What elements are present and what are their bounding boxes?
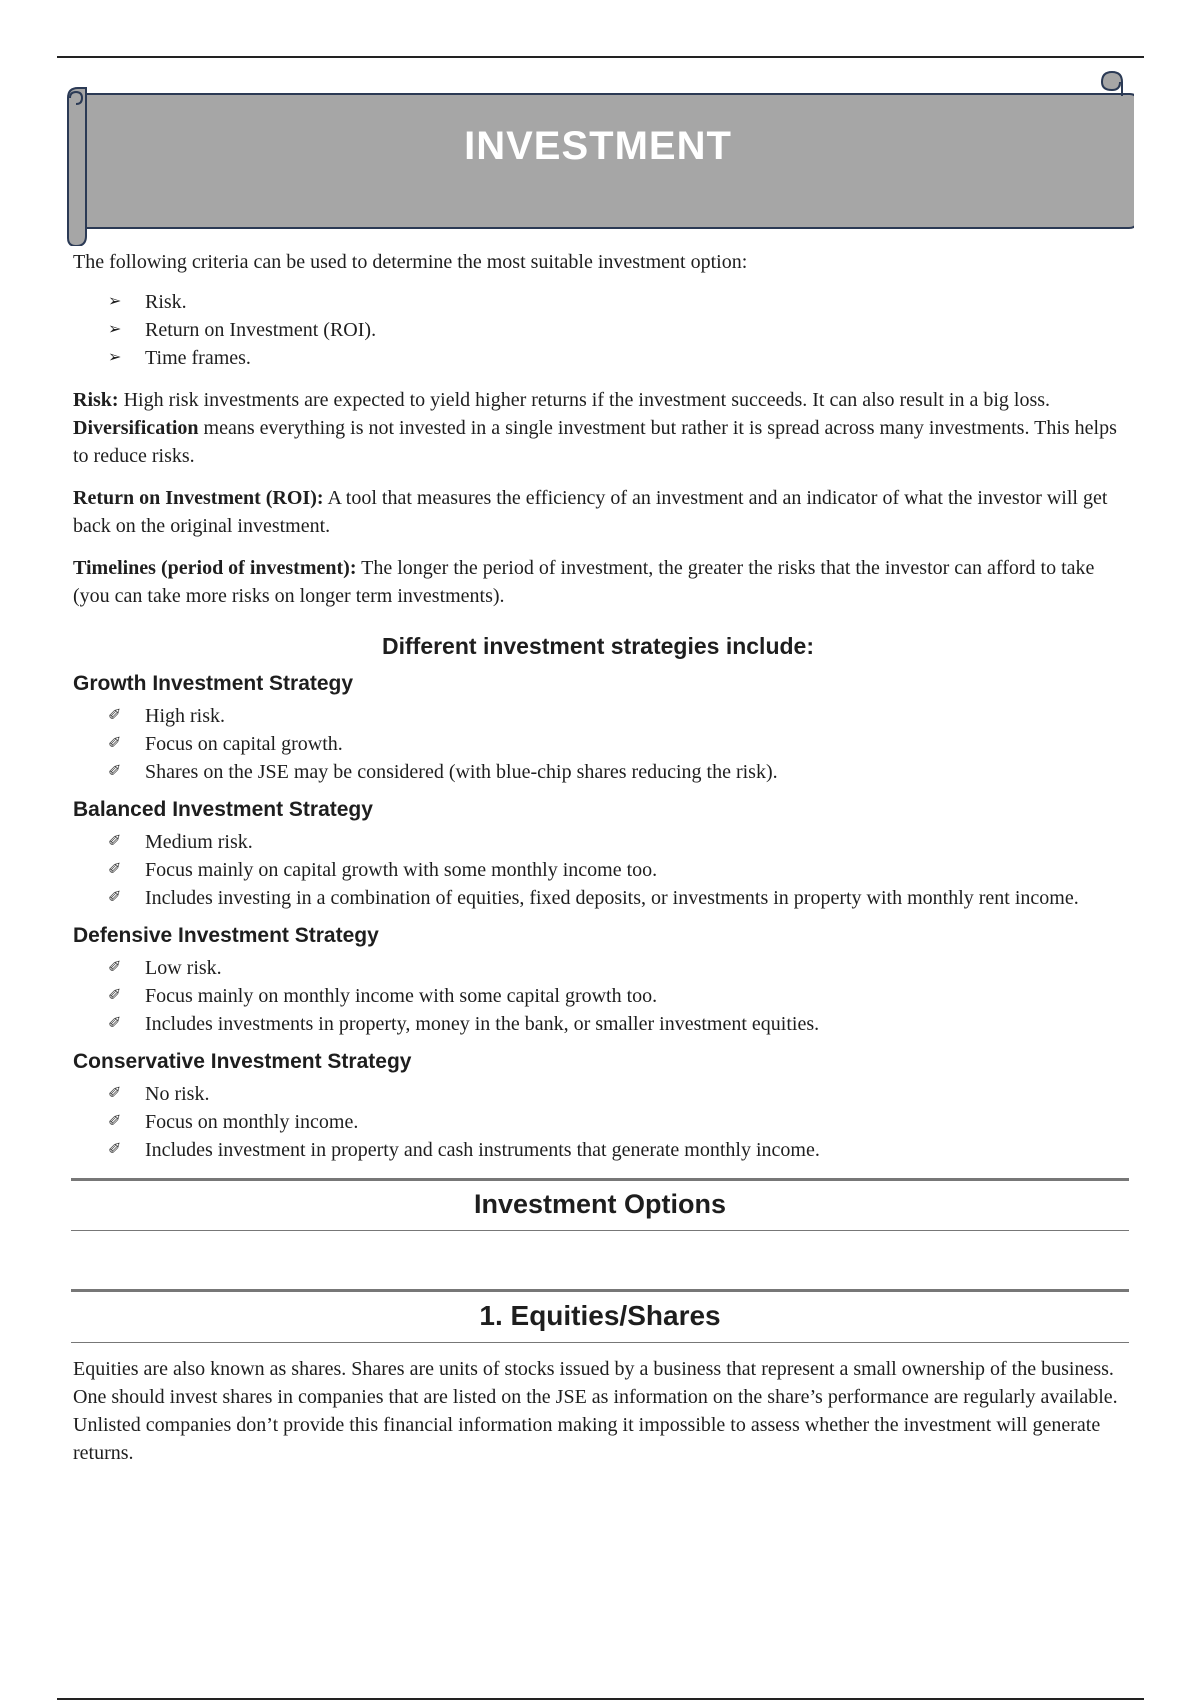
timelines-paragraph: Timelines (period of investment): The longer the period of investment, the greater the risks that the investor can afford to take (you can take more risks on longer term investments). bbox=[73, 557, 1095, 607]
risk-paragraph: Risk: High risk investments are expected to yield higher returns if the investment succeeds. It can also result in a big loss. Diversification means everything is not invested in a single investment but rather it is spread across many investments. This helps to reduce risks. bbox=[73, 389, 1117, 467]
strategy-list bbox=[73, 702, 1123, 786]
list-item: ✐ High risk. bbox=[108, 702, 1123, 730]
pen-bullet-icon: ✐ bbox=[108, 1113, 122, 1130]
pen-bullet-icon: ✐ bbox=[108, 1085, 122, 1102]
strategy-title: Balanced Investment Strategy bbox=[73, 798, 373, 821]
pen-bullet-icon: ✐ bbox=[108, 861, 122, 878]
pen-bullet-icon: ✐ bbox=[108, 833, 122, 850]
page-title: INVESTMENT bbox=[464, 124, 732, 168]
list-item: ✐ Includes investments in property, money in the bank, or smaller investment equities. bbox=[108, 1010, 1123, 1038]
list-item: ✐ Medium risk. bbox=[108, 828, 1123, 856]
pen-bullet-icon: ✐ bbox=[108, 707, 122, 724]
pen-bullet-icon: ✐ bbox=[108, 763, 122, 780]
criteria-list bbox=[73, 288, 1123, 372]
list-item: ➢ Return on Investment (ROI). bbox=[108, 316, 1123, 344]
strategy-title: Defensive Investment Strategy bbox=[73, 924, 379, 947]
section-heading-investment-options: Investment Options bbox=[71, 1178, 1129, 1231]
strategy-title: Conservative Investment Strategy bbox=[73, 1050, 412, 1073]
list-item: ✐ Focus mainly on monthly income with some capital growth too. bbox=[108, 982, 1123, 1010]
strategy-list bbox=[73, 828, 1123, 912]
pen-bullet-icon: ✐ bbox=[108, 1141, 122, 1158]
top-rule bbox=[57, 56, 1144, 58]
list-item: ✐ Focus mainly on capital growth with some monthly income too. bbox=[108, 856, 1123, 884]
arrow-bullet-icon: ➢ bbox=[108, 293, 122, 310]
pen-bullet-icon: ✐ bbox=[108, 889, 122, 906]
pen-bullet-icon: ✐ bbox=[108, 735, 122, 752]
strategy-title: Growth Investment Strategy bbox=[73, 672, 354, 695]
intro-text: The following criteria can be used to determine the most suitable investment option: bbox=[73, 251, 748, 273]
strategy-list bbox=[73, 954, 1123, 1038]
arrow-bullet-icon: ➢ bbox=[108, 349, 122, 366]
arrow-bullet-icon: ➢ bbox=[108, 321, 122, 338]
document-body bbox=[73, 248, 1123, 1467]
equities-paragraph: Equities are also known as shares. Shares are units of stocks issued by a business that represent a small ownership of the business. One should invest shares in companies that are listed on the JSE as information on the share’s performance are regularly available. Unlisted companies don’t provide this financial information making it impossible to assess whether the investment will generate returns. bbox=[73, 1358, 1118, 1464]
list-item: ✐ Focus on capital growth. bbox=[108, 730, 1123, 758]
pen-bullet-icon: ✐ bbox=[108, 987, 122, 1004]
pen-bullet-icon: ✐ bbox=[108, 959, 122, 976]
list-item: ➢ Risk. bbox=[108, 288, 1123, 316]
strategy-list bbox=[73, 1080, 1123, 1164]
list-item: ✐ No risk. bbox=[108, 1080, 1123, 1108]
list-item: ✐ Low risk. bbox=[108, 954, 1123, 982]
pen-bullet-icon: ✐ bbox=[108, 1015, 122, 1032]
title-banner bbox=[62, 68, 1134, 246]
list-item: ✐ Includes investing in a combination of equities, fixed deposits, or investments in property with monthly rent income. bbox=[108, 884, 1123, 912]
list-item: ✐ Includes investment in property and cash instruments that generate monthly income. bbox=[108, 1136, 1123, 1164]
roi-paragraph: Return on Investment (ROI): A tool that measures the efficiency of an investment and an indicator of what the investor will get back on the original investment. bbox=[73, 487, 1108, 537]
list-item: ➢ Time frames. bbox=[108, 344, 1123, 372]
list-item: ✐ Focus on monthly income. bbox=[108, 1108, 1123, 1136]
list-item: ✐ Shares on the JSE may be considered (with blue-chip shares reducing the risk). bbox=[108, 758, 1123, 786]
strategies-heading: Different investment strategies include: bbox=[382, 633, 814, 659]
section-heading-equities: 1. Equities/Shares bbox=[71, 1289, 1129, 1343]
